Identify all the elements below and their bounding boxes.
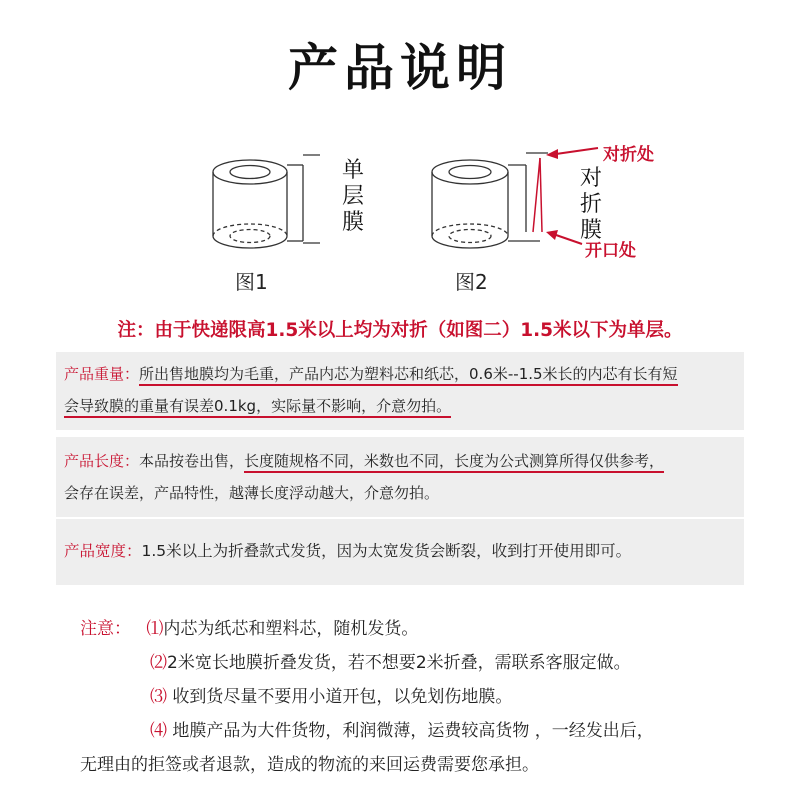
note-1 bbox=[80, 614, 418, 639]
note-3 bbox=[150, 682, 512, 707]
width-label: 产品宽度： bbox=[64, 542, 142, 560]
length-panel bbox=[56, 437, 744, 517]
note-1-number: ⑴ bbox=[146, 619, 164, 639]
note-4-text: 地膜产品为大件货物，利润微薄，运费较高货物 ，一经发出后， bbox=[167, 721, 654, 741]
width-line bbox=[64, 537, 736, 565]
length-label: 产品长度： bbox=[64, 452, 140, 470]
note-2-text: 2米宽长地膜折叠发货，若不想要2米折叠，需联系客服定做。 bbox=[167, 653, 631, 673]
film-roll-illustration bbox=[0, 140, 800, 300]
width-panel bbox=[56, 519, 744, 585]
figure-2-caption: 图2 bbox=[455, 270, 488, 294]
notes-heading: 注意： bbox=[80, 619, 131, 639]
weight-line-2 bbox=[64, 392, 736, 420]
length-line-1 bbox=[64, 447, 736, 475]
weight-text-2: 会导致膜的重量有误差0.1kg，实际量不影响，介意勿拍。 bbox=[64, 397, 451, 418]
fold-edge-lines bbox=[533, 158, 542, 232]
roll-folded bbox=[432, 153, 548, 248]
folded-film-label: 对折膜 bbox=[579, 166, 602, 243]
note-3-number: ⑶ bbox=[150, 687, 167, 707]
fold-side-label: 对折处 bbox=[603, 145, 654, 165]
weight-label: 产品重量： bbox=[64, 365, 140, 383]
width-text: 1.5米以上为折叠款式发货，因为太宽发货会断裂，收到打开使用即可。 bbox=[141, 542, 632, 560]
note-2-number: ⑵ bbox=[150, 653, 167, 673]
figure-1-caption: 图1 bbox=[235, 270, 268, 294]
open-side-label: 开口处 bbox=[585, 241, 636, 261]
note-1-text: 内芯为纸芯和塑料芯，随机发货。 bbox=[163, 619, 419, 639]
note-4-number: ⑷ bbox=[150, 721, 167, 741]
shipping-note: 注：由于快递限高1.5米以上均为对折（如图二）1.5米以下为单层。 bbox=[117, 320, 683, 341]
note-3-text: 收到货尽量不要用小道开包，以免划伤地膜。 bbox=[167, 687, 513, 707]
weight-text-1: 所出售地膜均为毛重，产品内芯为塑料芯和纸芯，0.6米--1.5米长的内芯有长有短 bbox=[139, 365, 678, 386]
note-2 bbox=[150, 648, 631, 673]
weight-line-1 bbox=[64, 360, 736, 388]
illustration-area bbox=[0, 140, 800, 300]
note-4 bbox=[150, 716, 654, 741]
note-5: 无理由的拒签或者退款，造成的物流的来回运费需要您承担。 bbox=[80, 755, 539, 775]
length-text-1a: 本品按卷出售， bbox=[139, 452, 245, 470]
single-layer-label: 单层膜 bbox=[341, 158, 364, 235]
page-title: 产品说明 bbox=[288, 39, 512, 97]
roll-single-layer bbox=[213, 155, 320, 248]
length-text-1b: 长度随规格不同，米数也不同，长度为公式测算所得仅供参考， bbox=[244, 452, 664, 473]
weight-panel bbox=[56, 352, 744, 430]
length-line-2: 会存在误差，产品特性，越薄长度浮动越大，介意勿拍。 bbox=[64, 484, 440, 502]
